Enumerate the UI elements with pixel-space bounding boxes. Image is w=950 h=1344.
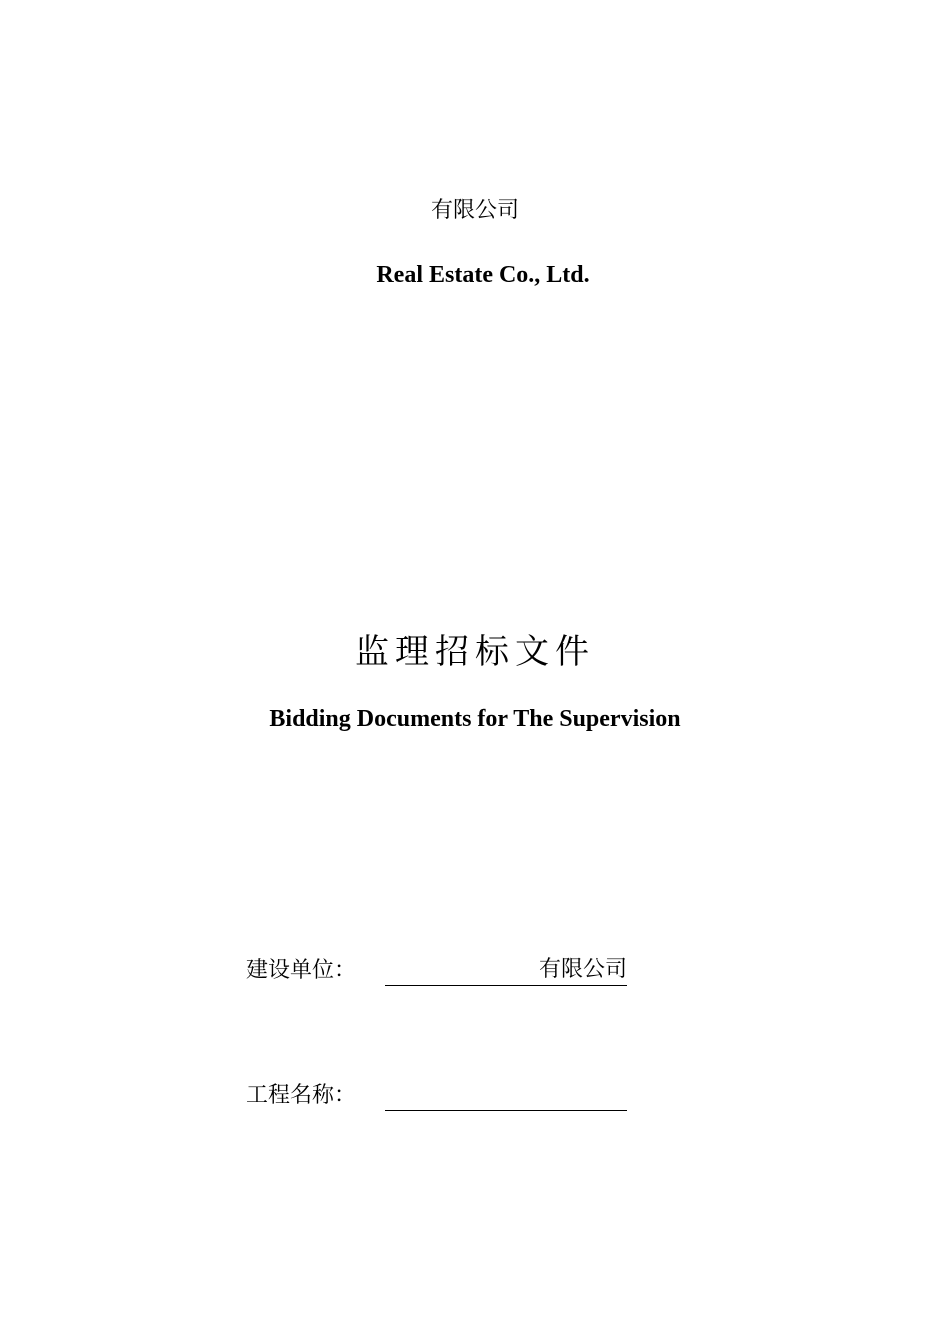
company-name-en: Real Estate Co., Ltd. (376, 262, 590, 288)
document-title-cn: 监理招标文件 (355, 632, 595, 672)
client-value-line: 有限公司 (385, 955, 627, 986)
company-name-cn: 有限公司 (430, 198, 519, 223)
document-title-en: Bidding Documents for The Supervision (269, 706, 681, 732)
project-label: 工程名称： (246, 1083, 357, 1108)
client-label: 建设单位： (246, 958, 357, 983)
project-value-line (385, 1080, 627, 1111)
